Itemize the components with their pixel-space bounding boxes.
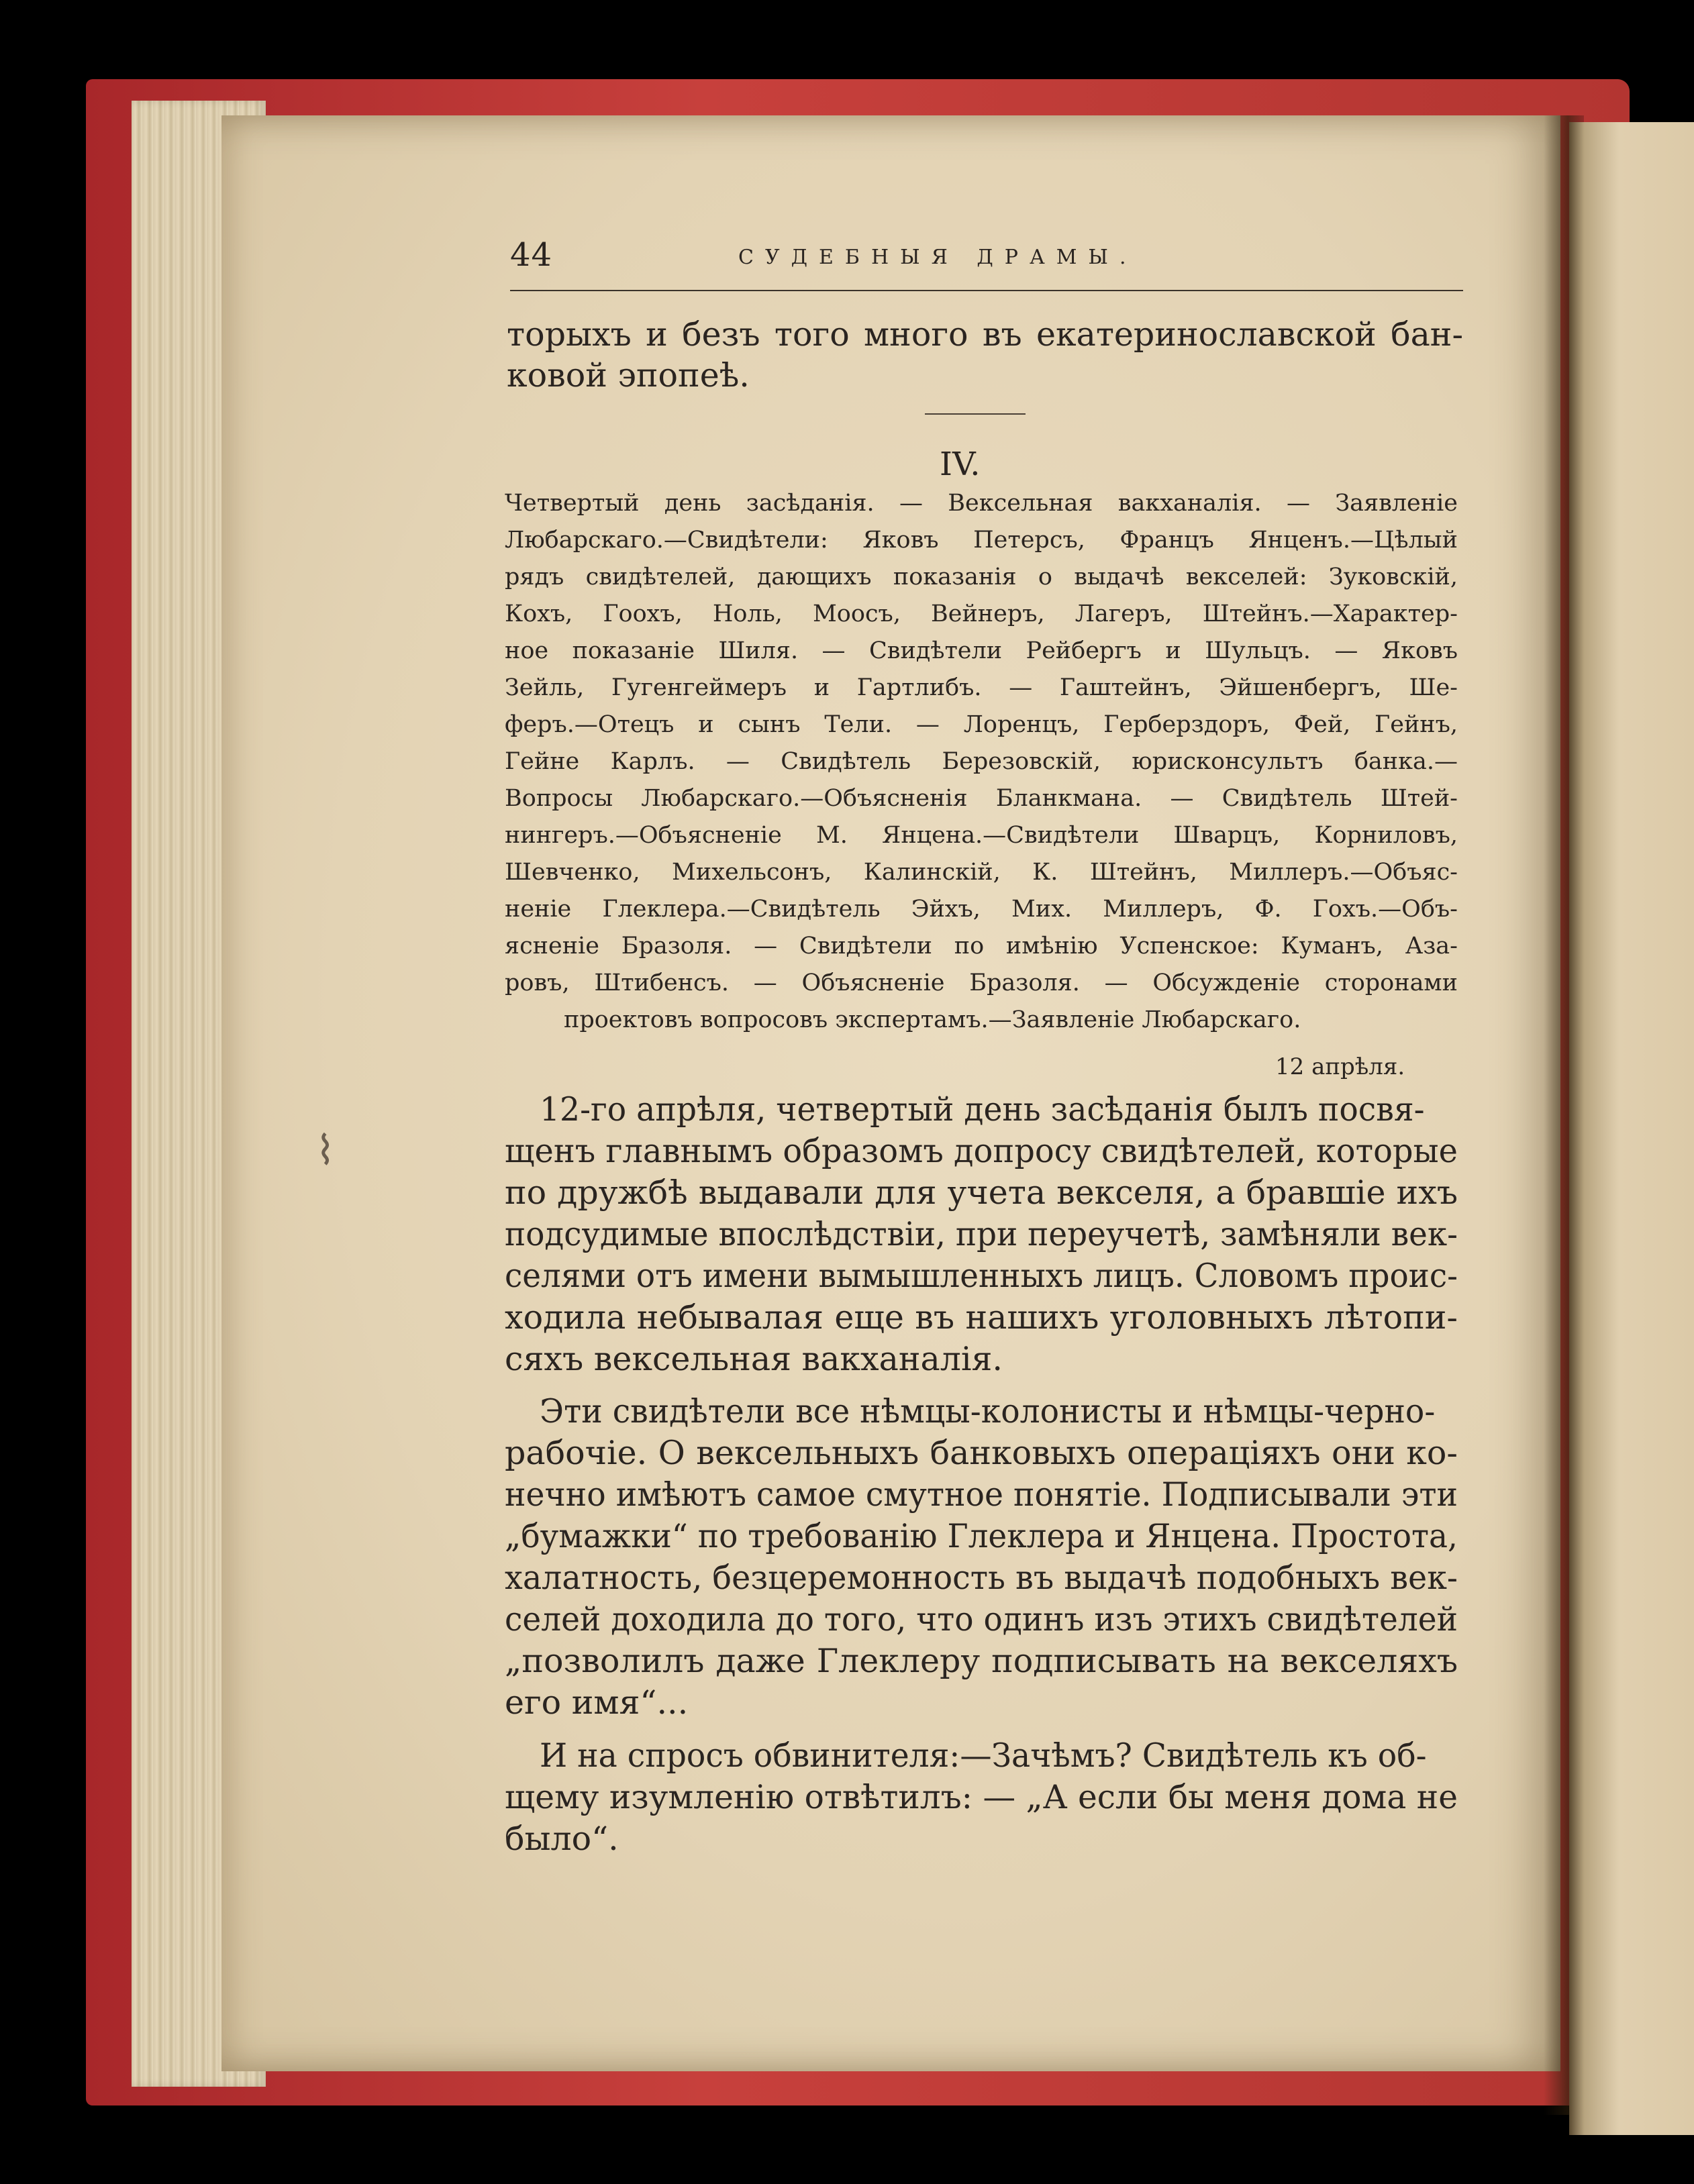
text-line: ровъ, Штибенсъ. — Объясненіе Бразоля. — Обсужденіе сторонами [505,970,1458,996]
text-line: рядъ свидѣтелей, дающихъ показанія о выдачѣ векселей: Зуковскій, [505,564,1458,590]
text-line: Эти свидѣтели все нѣмцы-колонисты и нѣмцы-черно- [540,1392,1436,1431]
text-line: селями отъ имени вымышленныхъ лицъ. Словомъ проис- [505,1257,1458,1295]
text-line: Шевченко, Михельсонъ, Калинскій, К. Штейнъ, Миллеръ.—Объяс- [505,859,1458,886]
text-line: нингеръ.—Объясненіе М. Янцена.—Свидѣтели Шварцъ, Корниловъ, [505,822,1458,849]
section-divider [925,413,1026,415]
text-line: Гейне Карлъ. — Свидѣтель Березовскій, юрисконсультъ банка.— [505,748,1458,775]
running-title: СУДЕБНЫЯ ДРАМЫ. [738,246,1138,269]
text-line: „бумажки“ по требованію Глеклера и Янцена. Простота, [505,1517,1458,1555]
text-line: его имя“... [505,1683,689,1722]
text-line: проектовъ вопросовъ экспертамъ.—Заявленіе Любарскаго. [564,1006,1301,1033]
text-line: И на спросъ обвинителя:—Зачѣмъ? Свидѣтель къ об- [540,1736,1427,1775]
text-line: Четвертый день засѣданія. — Вексельная вакханалія. — Заявленіе [505,490,1458,517]
header-rule [510,290,1463,291]
text-line: сяхъ вексельная вакханалія. [505,1340,1003,1378]
text-line: „позволилъ даже Глеклеру подписывать на векселяхъ [505,1642,1458,1680]
chapter-number: IV. [940,446,981,483]
text-line: было“. [505,1820,619,1858]
facing-page [1569,122,1694,2135]
text-line: Вопросы Любарскаго.—Объясненія Бланкмана. — Свидѣтель Штей- [505,785,1458,812]
text-line: ковой эпопеѣ. [507,356,750,395]
text-line: щему изумленію отвѣтилъ: — „А если бы меня дома не [505,1778,1458,1816]
page-number: 44 [510,236,553,274]
text-line: халатность, безцеремонность въ выдачѣ подобныхъ век- [505,1559,1458,1597]
chapter-date: 12 апрѣля. [1275,1053,1405,1080]
text-line: подсудимые впослѣдствіи, при переучетѣ, замѣняли век- [505,1215,1458,1253]
text-line: Любарскаго.—Свидѣтели: Яковъ Петерсъ, Францъ Янценъ.—Цѣлый [505,527,1458,554]
text-line: рабочіе. О вексельныхъ банковыхъ операціяхъ они ко- [505,1434,1458,1472]
text-line: неніе Глеклера.—Свидѣтель Эйхъ, Мих. Миллеръ, Ф. Гохъ.—Объ- [505,896,1458,923]
text-line: феръ.—Отецъ и сынъ Тели. — Лоренцъ, Герберздоръ, Фей, Гейнъ, [505,711,1458,738]
text-line: селей доходила до того, что одинъ изъ этихъ свидѣтелей [505,1600,1458,1639]
text-line: ясненіе Бразоля. — Свидѣтели по имѣнію Успенское: Куманъ, Аза- [505,933,1458,959]
margin-mark: ⌇ [315,1127,336,1174]
text-line: торыхъ и безъ того много въ екатеринославской бан- [507,315,1463,354]
text-line: по дружбѣ выдавали для учета векселя, а бравшіе ихъ [505,1174,1458,1212]
text-line: 12-го апрѣля, четвертый день засѣданія былъ посвя- [540,1090,1425,1129]
page-header [510,236,1463,290]
text-line: щенъ главнымъ образомъ допросу свидѣтелей, которые [505,1132,1458,1170]
text-line: Зейль, Гугенгеймеръ и Гартлибъ. — Гаштейнъ, Эйшенбергъ, Ше- [505,674,1458,701]
text-line: нечно имѣютъ самое смутное понятіе. Подписывали эти [505,1475,1458,1514]
text-line: Кохъ, Гоохъ, Ноль, Моосъ, Вейнеръ, Лагеръ, Штейнъ.—Характер- [505,601,1458,627]
text-line: ходила небывалая еще въ нашихъ уголовныхъ лѣтопи- [505,1298,1458,1337]
text-line: ное показаніе Шиля. — Свидѣтели Рейбергъ и Шульцъ. — Яковъ [505,637,1458,664]
